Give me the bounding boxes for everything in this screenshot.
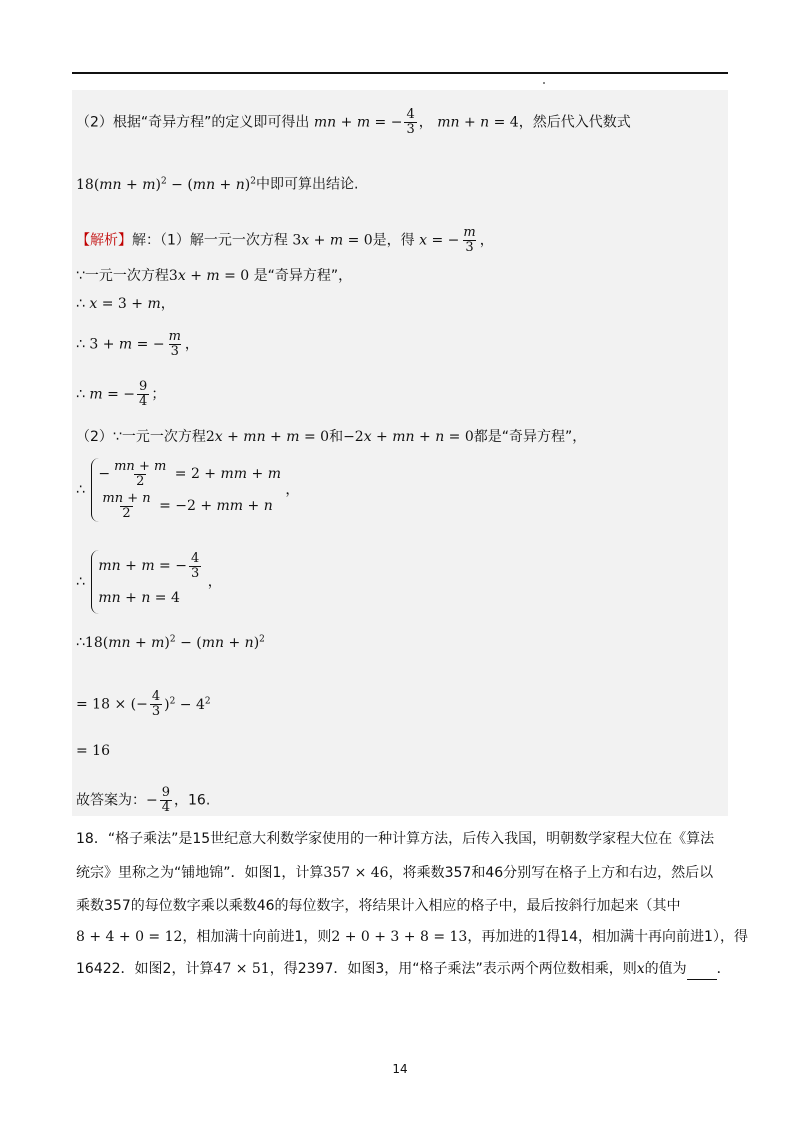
page-number: 14 [392,1062,408,1076]
answer-line: 故答案为：− $\frac{9}{4}$ ，16. [76,785,211,815]
problem18-line-1: 18．“格子乘法”是15世纪意大利数学家使用的一种计算方法，后传入我国，明朝数学家程大位在《算法 [76,831,715,847]
solution-line-2: ∵一元一次方程3x + m = 0 是“奇异方程”， [76,268,353,284]
header-dot [543,82,545,84]
solution-line-5: ∴ m = − $\frac{9}{4}$ ； [76,379,166,409]
problem18-line-5: 16422．如图2，计算47 × 51，得2397．如图3，用“格子乘法”表示两个两位数相乘，则x的值为 ． [76,958,731,980]
eq-mn-n: mn + n = 4 [437,114,519,131]
problem18-line-2: 统宗》里称之为“铺地锦”．如图1，计算357 × 46，将乘数357和46分别写在格子上方和右边，然后以 [76,865,714,881]
system-1: ∴ − $\frac{mn + m}{2}$ = 2 + mm + m $\frac{mn + n}{2}$ = −2 + mm + n ， [76,458,300,521]
solution-line-6: （2）∵一元一次方程2x + mn + m = 0和−2x + mn + n = 0都是“奇异方程”， [76,429,587,445]
hint-line-1: （2）根据“奇异方程”的定义即可得出 mn + m = − $\frac{4}{3}$ ， mn + n = 4，然后代入代数式 [76,107,631,137]
solution-line-sub: = 18 × (− $\frac{4}{3}$ )$^2 - 4^2$ [76,689,211,720]
expr-main: 18(mn + m)$^2$ − (mn + n)$^2$ [76,176,256,193]
problem18-line-3: 乘数357的每位数字乘以乘数46的每位数字，将结果计入相应的格子中，最后按斜行加起来（其中 [76,898,681,914]
header-rule [72,72,728,74]
solution-line-1: 【解析】解：（1）解一元一次方程 3x + m = 0是，得 x = − $\frac{m}{3}$ ， [76,225,494,255]
hint-line-2: 18(mn + m)$^2$ − (mn + n)$^2$中即可算出结论. [76,176,359,193]
solution-line-expr: ∴18(mn + m)$^2$ − (mn + n)$^2$ [76,634,265,651]
system-2: ∴ mn + m = − $\frac{4}{3}$ mn + n = 4 ， [76,550,222,614]
solution-line-4: ∴ 3 + m = − $\frac{m}{3}$ ， [76,329,199,359]
problem18-line-4: 8 + 4 + 0 = 12，相加满十向前进1，则2 + 0 + 3 + 8 = 13，再加进的1得14，相加满十再向前进1），得 [76,929,748,945]
eq-mn-m: mn + m = − [313,114,403,131]
solution-line-3: ∴ x = 3 + m， [76,296,175,312]
analysis-tag: 【解析】 [76,232,132,249]
answer-blank[interactable] [687,965,717,980]
solution-line-result: = 16 [76,743,110,759]
